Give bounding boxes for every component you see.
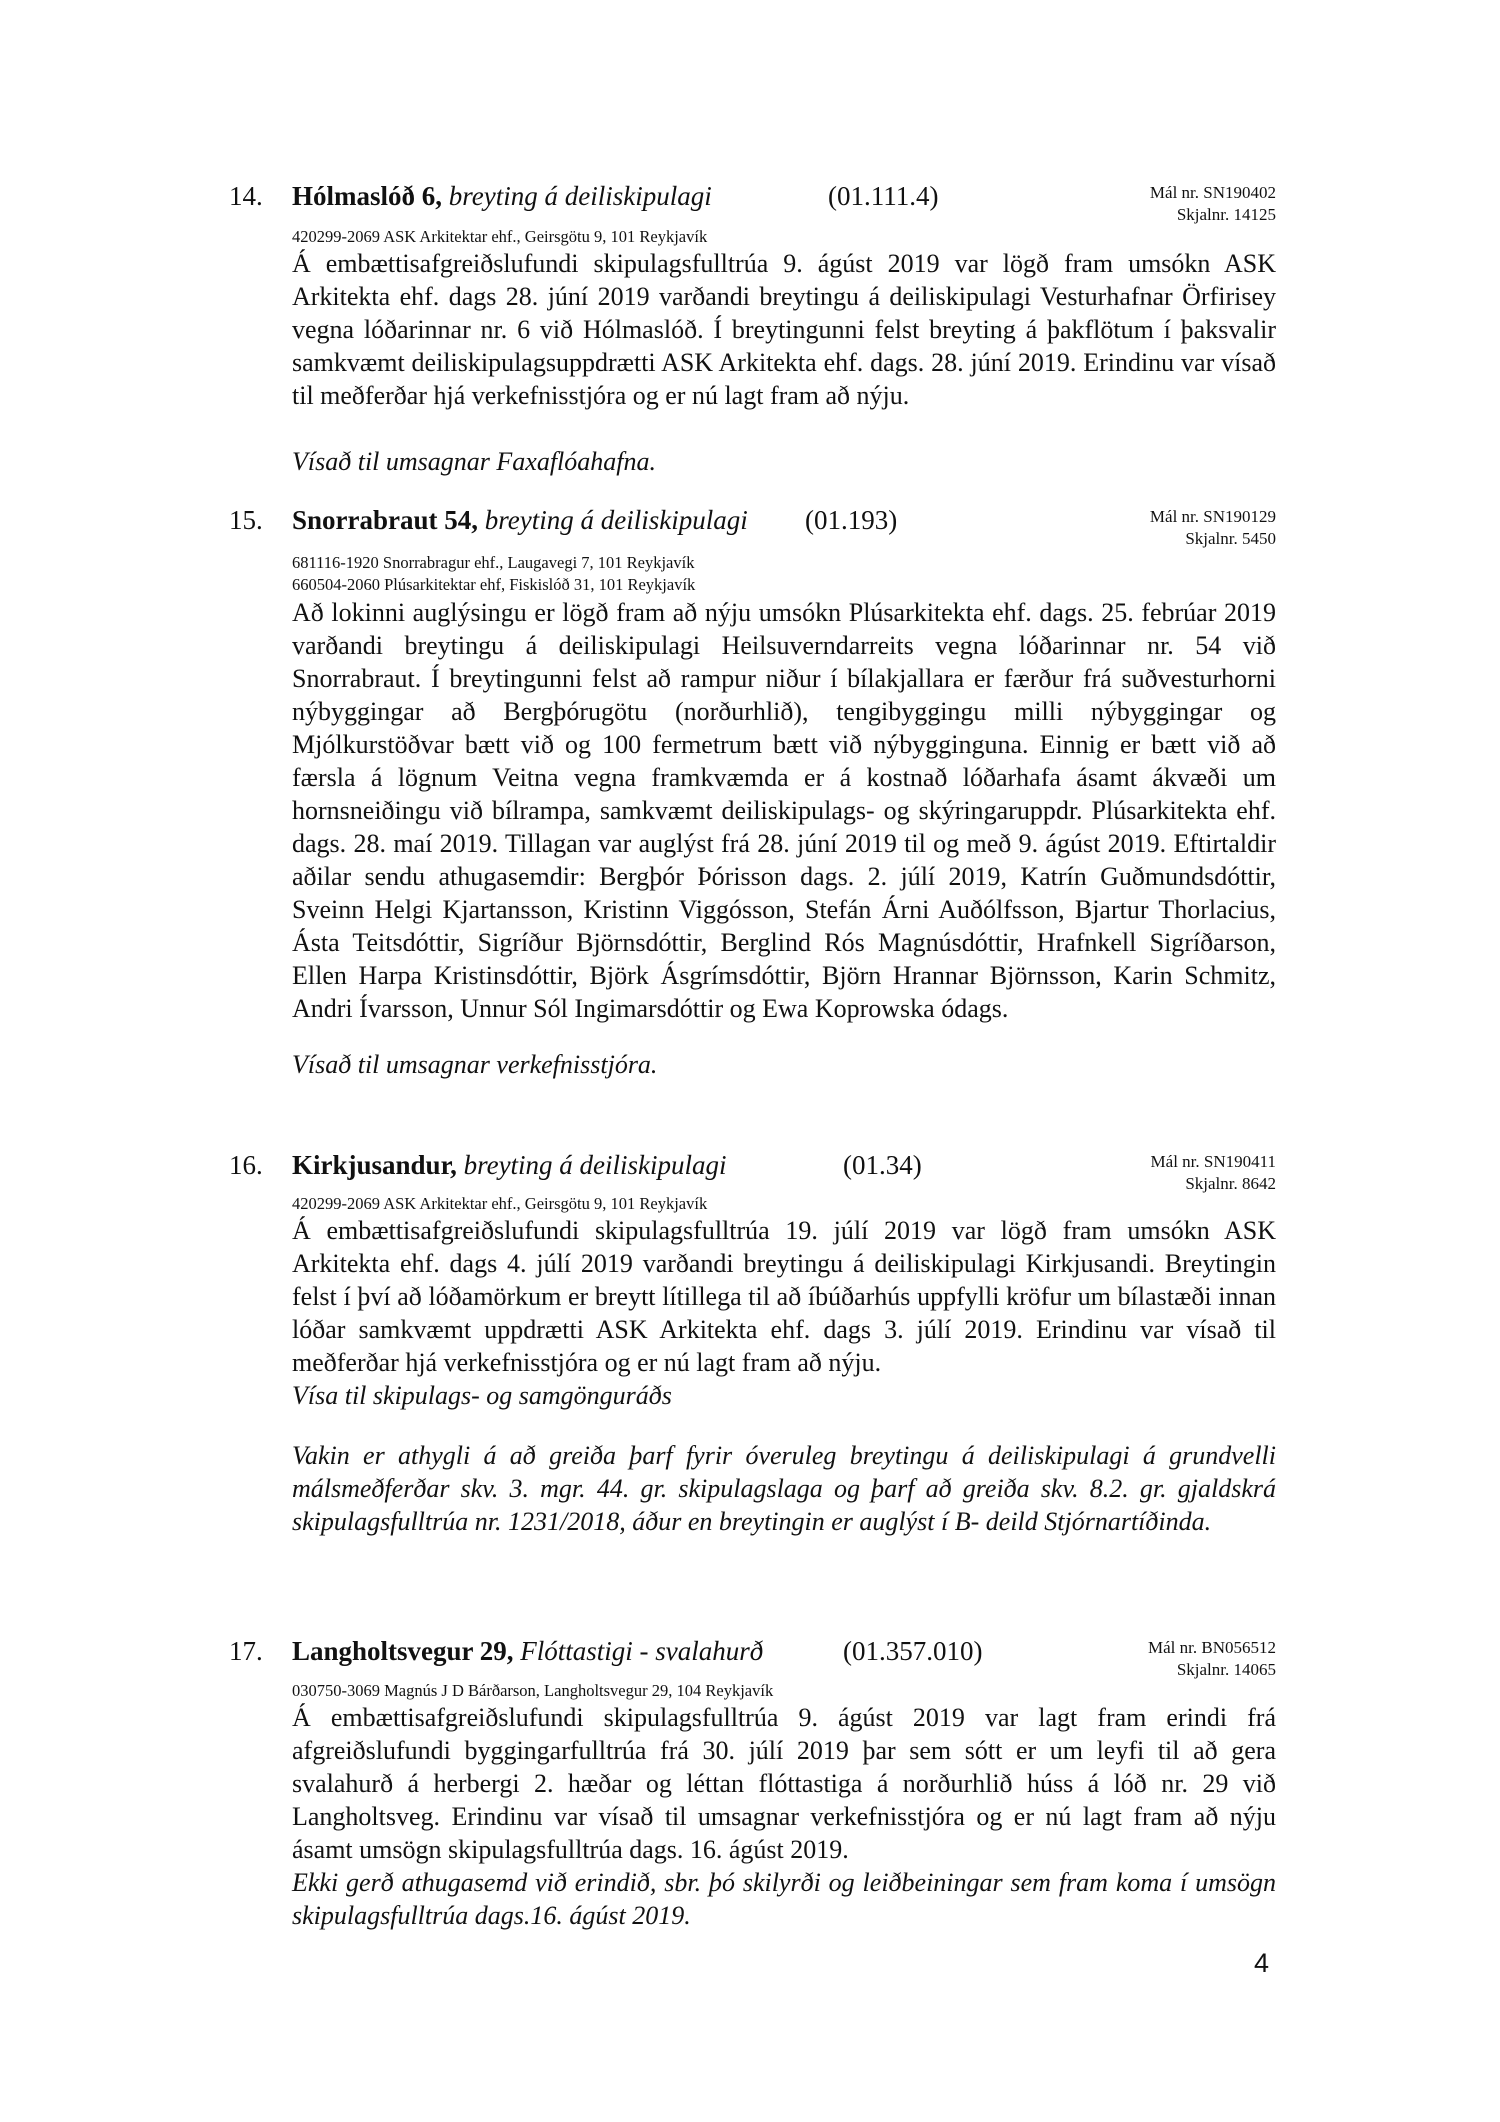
item-heading xyxy=(292,181,712,212)
item-title: Kirkjusandur, xyxy=(292,1150,457,1180)
item-body: Á embættisafgreiðslufundi skipulagsfulltrúa 9. ágúst 2019 var lögð fram umsókn ASK Arkitekta ehf. dags 28. júní 2019 varðandi breytingu á deiliskipulagi Vesturhafnar Örfirisey vegna lóðarinnar nr. 6 við Hólmaslóð. Í breytingunni felst breyting á þakflötum í þaksvalir samkvæmt deiliskipulagsuppdrætti ASK Arkitekta ehf. dags. 28. júní 2019. Erindinu var vísað til meðferðar hjá verkefnisstjóra og er nú lagt fram að nýju. xyxy=(292,249,1276,410)
case-number: Mál nr. SN190129 xyxy=(1149,507,1276,526)
item-heading xyxy=(292,1636,763,1667)
item-type: Flóttastigi - svalahurð xyxy=(520,1636,764,1666)
applicant: 681116-1920 Snorrabragur ehf., Laugavegi 7, 101 Reykjavík xyxy=(292,553,695,572)
document-number: Skjalnr. 8642 xyxy=(1185,1174,1276,1193)
case-reference xyxy=(1150,506,1276,550)
case-reference xyxy=(1148,1637,1276,1681)
item-code: (01.34) xyxy=(843,1150,922,1180)
case-reference xyxy=(1151,1151,1276,1195)
item-note: Vakin er athygli á að greiða þarf fyrir óveruleg breytingu á deiliskipulagi á grundvelli málsmeðferðar skv. 3. mgr. 44. gr. skipulagslaga og þarf að greiða skv. 8.2. gr. gjaldskrá skipulagsfulltrúa nr. 1231/2018, áður en breytingin er auglýst í B- deild Stjórnartíðinda. xyxy=(292,1441,1276,1536)
item-type: breyting á deiliskipulagi xyxy=(463,1150,727,1180)
case-number: Mál nr. BN056512 xyxy=(1148,1638,1276,1657)
item-type: breyting á deiliskipulagi xyxy=(448,181,712,211)
item-code: (01.193) xyxy=(805,505,898,535)
item-code: (01.111.4) xyxy=(828,181,939,211)
item-number: 16. xyxy=(229,1150,263,1180)
item-heading xyxy=(292,505,748,536)
item-decision: Vísað til umsagnar verkefnisstjóra. xyxy=(292,1050,658,1079)
case-number: Mál nr. SN190402 xyxy=(1149,183,1276,202)
item-number: 15. xyxy=(229,505,263,535)
document-number: Skjalnr. 5450 xyxy=(1185,529,1276,548)
item-title: Hólmaslóð 6, xyxy=(292,181,443,211)
item-decision: Ekki gerð athugasemd við erindið, sbr. þó skilyrði og leiðbeiningar sem fram koma í umsögn skipulagsfulltrúa dags.16. ágúst 2019. xyxy=(292,1868,1276,1930)
case-reference xyxy=(1150,182,1276,226)
item-heading xyxy=(292,1150,727,1181)
item-decision: Vísa til skipulags- og samgönguráðs xyxy=(292,1381,672,1410)
document-number: Skjalnr. 14125 xyxy=(1176,205,1276,224)
item-code: (01.357.010) xyxy=(843,1636,983,1666)
case-number: Mál nr. SN190411 xyxy=(1150,1152,1276,1171)
document-number: Skjalnr. 14065 xyxy=(1176,1660,1276,1679)
item-number: 14. xyxy=(229,181,263,211)
item-type: breyting á deiliskipulagi xyxy=(484,505,748,535)
item-decision: Vísað til umsagnar Faxaflóahafna. xyxy=(292,447,656,476)
applicant: 420299-2069 ASK Arkitektar ehf., Geirsgötu 9, 101 Reykjavík xyxy=(292,227,708,246)
item-body: Á embættisafgreiðslufundi skipulagsfulltrúa 19. júlí 2019 var lögð fram umsókn ASK Arkitekta ehf. dags 4. júlí 2019 varðandi breytingu á deiliskipulagi Kirkjusandi. Breytingin felst í því að lóðamörkum er breytt lítillega til að íbúðarhús uppfylli kröfur um bílastæði innan lóðar samkvæmt uppdrætti ASK Arkitekta ehf. dags 3. júlí 2019. Erindinu var vísað til meðferðar hjá verkefnisstjóra og er nú lagt fram að nýju. xyxy=(292,1216,1276,1377)
applicant: 420299-2069 ASK Arkitektar ehf., Geirsgötu 9, 101 Reykjavík xyxy=(292,1194,708,1213)
item-title: Snorrabraut 54, xyxy=(292,505,479,535)
item-number: 17. xyxy=(229,1636,263,1666)
item-body: Að lokinni auglýsingu er lögð fram að nýju umsókn Plúsarkitekta ehf. dags. 25. febrúar 2019 varðandi breytingu á deiliskipulagi Heilsuverndarreits vegna lóðarinnar nr. 54 við Snorrabraut. Í breytingunni felst að rampur niður í bílakjallara er færður frá suðvesturhorni nýbyggingar að Bergþórugötu (norðurhlið), tengibyggingu milli nýbyggingar og Mjólkurstöðvar bætt við og 100 fermetrum bætt við nýbygginguna. Einnig er bætt við að færsla á lögnum Veitna vegna framkvæmda er á kostnað lóðarhafa ásamt ákvæði um hornsneiðingu við bílrampa, samkvæmt deiliskipulags- og skýringaruppdr. Plúsarkitekta ehf. dags. 28. maí 2019. Tillagan var auglýst frá 28. júní 2019 til og með 9. ágúst 2019. Eftirtaldir aðilar sendu athugasemdir: Bergþór Þórisson dags. 2. júlí 2019, Katrín Guðmundsdóttir, Sveinn Helgi Kjartansson, Kristinn Viggósson, Stefán Árni Auðólfsson, Bjartur Thorlacius, Ásta Teitsdóttir, Sigríður Björnsdóttir, Berglind Rós Magnúsdóttir, Hrafnkell Sigríðarson, Ellen Harpa Kristinsdóttir, Björk Ásgrímsdóttir, Björn Hrannar Björnsson, Karin Schmitz, Andri Ívarsson, Unnur Sól Ingimarsdóttir og Ewa Koprowska ódags. xyxy=(292,598,1276,1023)
item-title: Langholtsvegur 29, xyxy=(292,1636,514,1666)
applicant: 660504-2060 Plúsarkitektar ehf, Fiskislóð 31, 101 Reykjavík xyxy=(292,575,696,594)
applicant: 030750-3069 Magnús J D Bárðarson, Langholtsvegur 29, 104 Reykjavík xyxy=(292,1681,774,1700)
item-body: Á embættisafgreiðslufundi skipulagsfulltrúa 9. ágúst 2019 var lagt fram erindi frá afgreiðslufundi byggingarfulltrúa frá 30. júlí 2019 þar sem sótt er um leyfi til að gera svalahurð á herbergi 2. hæðar og léttan flóttastiga á norðurhlið húss á lóð nr. 29 við Langholtsveg. Erindinu var vísað til umsagnar verkefnisstjóra og er nú lagt fram að nýju ásamt umsögn skipulagsfulltrúa dags. 16. ágúst 2019. xyxy=(292,1703,1276,1864)
page-number: 4 xyxy=(1254,1948,1270,1978)
